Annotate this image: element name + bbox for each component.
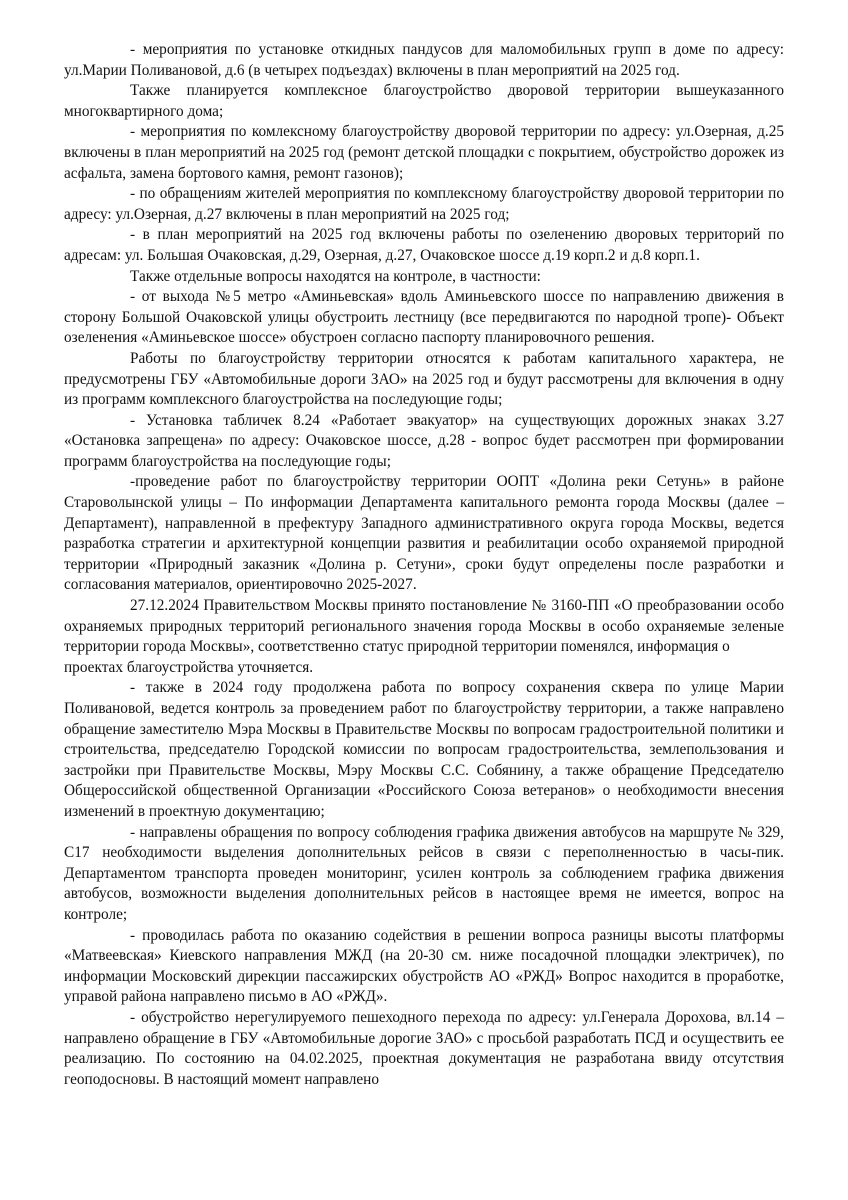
paragraph-ozernaya-27: - по обращениям жителей мероприятия по комплексному благоустройству дворовой территории по адресу: ул.Озерная, д.27 включены в план мероприятий на 2025 год; [64,185,784,223]
paragraph-ozernaya-25: - мероприятия по комлексному благоустройству дворовой территории по адресу: ул.Озерная, д.25 включены в план мероприятий на 2025 год (ремонт детской площадки с покрытием, обустройство дорожек из асфальта, замена бортового камня, ремонт газонов); [64,123,784,182]
paragraph-yard-improvement: Также планируется комплексное благоустройство дворовой территории вышеуказанного многоквартирного дома; [64,82,784,120]
paragraph-square: - также в 2024 году продолжена работа по вопросу сохранения сквера по улице Марии Поливановой, ведется контроль за проведением работ по благоустройству территории, а также направлено обращение заместителю Мэра Москвы в Правительстве Москвы по вопросам градостроительной политики и строительства, председателю Городской комиссии по вопросам градостроительства, землепользования и застройки при Правительстве Москвы, Мэру Москвы С.С. Собянину, а также обращение Председателю Общероссийской общественной Организации «Российского Союза ветеранов» о необходимости внесения изменений в проектную документацию; [64,679,784,820]
paragraph-resolution: 27.12.2024 Правительством Москвы принято постановление № 3160-ПП «О преобразовании особо охраняемых природных территорий регионального значения города Москвы в особо охраняемые зеленые территории города Москвы», соответственно статус природной территории поменялся, информация о [64,597,784,656]
paragraph-control-intro: Также отдельные вопросы находятся на контроле, в частности: [130,267,541,285]
paragraph-resolution-continued: проектах благоустройства уточняется. [64,658,314,676]
paragraph-bus-route: - направлены обращения по вопросу соблюдения графика движения автобусов на маршруте № 329, С17 необходимости выделения дополнительных рейсов в связи с переполненностью в часы-пик. Департаментом транспорта проведен мониторинг, усилен контроль за соблюдением графика движения автобусов, возможности выделения дополнительных рейсов в настоящее время не имеется, вопрос на контроле; [64,823,784,923]
paragraph-platform: - проводилась работа по оказанию содействия в решении вопроса разницы высоты платформы «Матвеевская» Киевского направления МЖД (на 20-30 см. ниже посадочной площадки электричек), по информации Московский дирекции пассажирских обустройств АО «РЖД» Вопрос находится в проработке, управой района направлено письмо в АО «РЖД». [64,926,784,1006]
paragraph-crossing: - обустройство нерегулируемого пешеходного перехода по адресу: ул.Генерала Дорохова, вл.14 –направлено обращение в ГБУ «Автомобильные дорогие ЗАО» с просьбой разработать ПСД и осуществить ее реализацию. По состоянию на 04.02.2025, проектная документация не разработана ввиду отсутствия геоподосновы. В настоящий момент направлено [64,1008,784,1088]
paragraph-greening: - в план мероприятий на 2025 год включены работы по озеленению дворовых территорий по адресам: ул. Большая Очаковская, д.29, Озерная, д.27, Очаковское шоссе д.19 корп.2 и д.8 корп.1. [64,226,784,264]
paragraph-ramps: - мероприятия по установке откидных пандусов для маломобильных групп в доме по адресу: ул.Марии Поливановой, д.6 (в четырех подъездах) включены в план мероприятий на 2025 год. [64,41,784,79]
paragraph-capital-works: Работы по благоустройству территории относятся к работам капитального характера, не предусмотрены ГБУ «Автомобильные дороги ЗАО» на 2025 год и будут рассмотрены для включения в одну из программ комплексного благоустройства на последующие годы; [64,349,784,409]
paragraph-metro-stairs: - от выхода №5 метро «Аминьевская» вдоль Аминьевского шоссе по направлению движения в сторону Большой Очаковской улицы обустроить лестницу (все передвигаются по народной тропе)- Объект озеленения «Аминьевское шоссе» обустроен согласно паспорту планировочного решения. [64,288,784,347]
paragraph-tow-signs: - Установка табличек 8.24 «Работает эвакуатор» на существующих дорожных знаках 3.27 «Остановка запрещена» по адресу: Очаковское шоссе, д.28 - вопрос будет рассмотрен при формировании программ благоустройства на последующие годы; [64,411,784,470]
paragraph-setun-valley: -проведение работ по благоустройству территории ООПТ «Долина реки Сетунь» в районе Староволынской улицы – По информации Департамента капитального ремонта города Москвы (далее – Департамент), направленной в префектуру Западного административного округа города Москвы, ведется разработка стратегии и архитектурной концепции развития и реабилитации особо охраняемой природной территории «Природный заказник «Долина р. Сетуни», сроки будут определены после разработки и согласования материалов, ориентировочно 2025-2027. [64,473,784,594]
